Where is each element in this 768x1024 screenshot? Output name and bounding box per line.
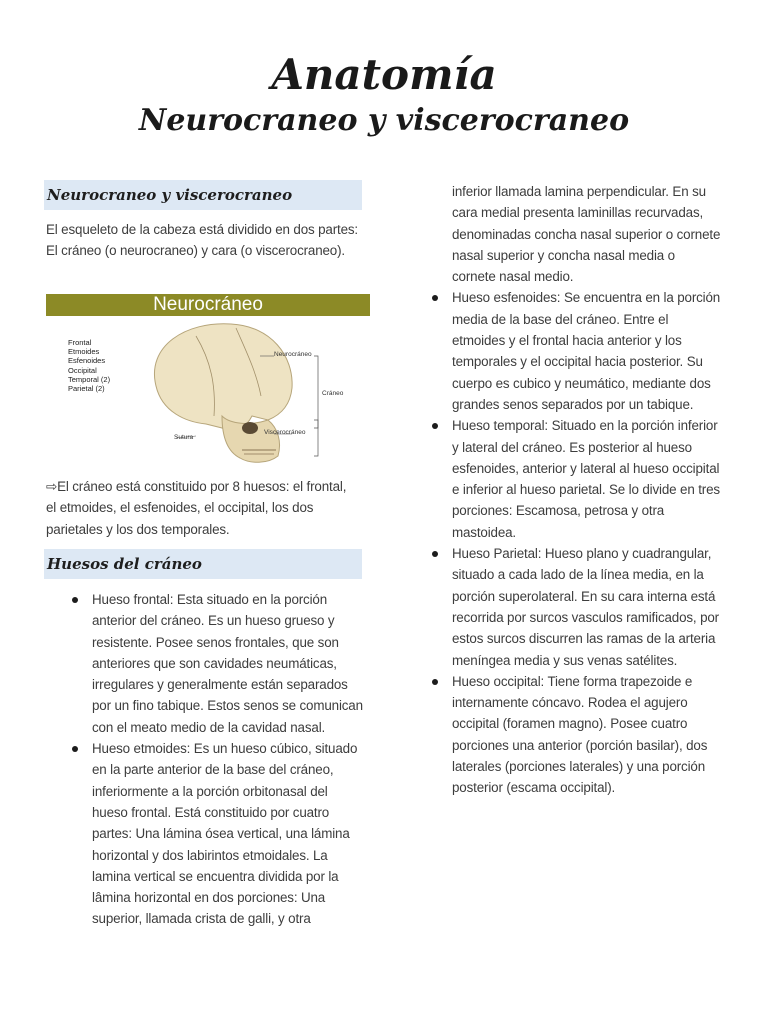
list-item: Hueso esfenoides: Se encuentra en la porción media de la base del cráneo. Entre el etmoides y el frontal hacia anterior y los temporales y el occipital hacia posterior. Su cuerpo es cubico y neumático, mediante dos grandes senos separados por un tabique. <box>432 287 722 415</box>
list-item: Hueso Parietal: Hueso plano y cuadrangular, situado a cada lado de la línea media, en la porción superolateral. En su cara interna está recorrida por surcos vasculos ramificados, por estos surcos discurren las ramas de la arteria meníngea media y sus venas satélites. <box>432 543 722 671</box>
label-sutura: Sutura <box>174 434 194 441</box>
skull-figure <box>46 294 370 466</box>
list-item: Hueso frontal: Esta situado en la porción anterior del cráneo. Es un hueso grueso y resistente. Posee senos frontales, que son anteriores que son cavidades neumáticas, irregulares y generalmente están separados por un fino tabique. Estos senos se comunican con el meato medio de la cavidad nasal. <box>72 589 364 738</box>
list-item: Hueso temporal: Situado en la porción inferior y lateral del cráneo. Es posterior al hueso esfenoides, anterior y lateral al hueso occipital e inferior al hueso parietal. Se lo divide en tres porciones: Escamosa, petrosa y otra mastoidea. <box>432 415 722 543</box>
cranium-bones-paragraph: ⇨El cráneo está constituido por 8 huesos: el frontal, el etmoides, el esfenoides, el occipital, los dos parietales y los dos temporales. <box>46 479 347 537</box>
figure-banner: Neurocráneo <box>46 294 370 316</box>
label-neurocraneo: Neurocráneo <box>274 351 312 358</box>
page-subtitle: Neurocraneo y viscerocraneo <box>138 103 630 138</box>
bone-list-item: Occipital <box>68 365 97 375</box>
section-heading-huesos: Huesos del cráneo <box>44 549 362 579</box>
list-item: Hueso etmoides: Es un hueso cúbico, situado en la parte anterior de la base del cráneo, inferiormente a la porción orbitonasal del hueso frontal. Está constituido por cuatro partes: Una lámina ósea vertical, una lámina horizontal y dos labirintos etmoidales. La lamina vertical se encuentra dividida por la lâmina horizontal en dos porciones: Una superior, llamada crista de galli, y otra <box>72 738 364 930</box>
list-item-continuation: inferior llamada lamina perpendicular. En su cara medial presenta laminillas recurvadas, denominadas concha nasal superior o cornete nasal superior y concha nasal media o cornete nasal medio. <box>452 184 721 285</box>
section-heading-neurocraneo: Neurocraneo y viscerocraneo <box>44 180 362 210</box>
label-viscerocraneo: Viscerocráneo <box>264 429 306 436</box>
page-title: Anatomía <box>271 50 497 99</box>
bone-list-item: Frontal <box>68 338 92 347</box>
intro-paragraph: El esqueleto de la cabeza está dividido en dos partes: El cráneo (o neurocraneo) y cara (o viscerocraneo). <box>46 222 359 259</box>
bones-list-left <box>72 589 364 930</box>
label-craneo: Cráneo <box>322 390 344 397</box>
bones-list-right <box>432 181 722 799</box>
bone-list-item: Temporal (2) <box>68 374 111 384</box>
bone-list-item: Etmoides <box>68 347 100 357</box>
bone-list-item: Parietal (2) <box>68 384 105 394</box>
list-item: Hueso occipital: Tiene forma trapezoide e internamente cóncavo. Rodea el agujero occipital (foramen magno). Posee cuatro porciones una anterior (porción basilar), dos laterales (porciones laterales) y una porción posterior (escama occipital). <box>432 671 722 799</box>
bone-list-item: Esfenoides <box>68 356 106 366</box>
